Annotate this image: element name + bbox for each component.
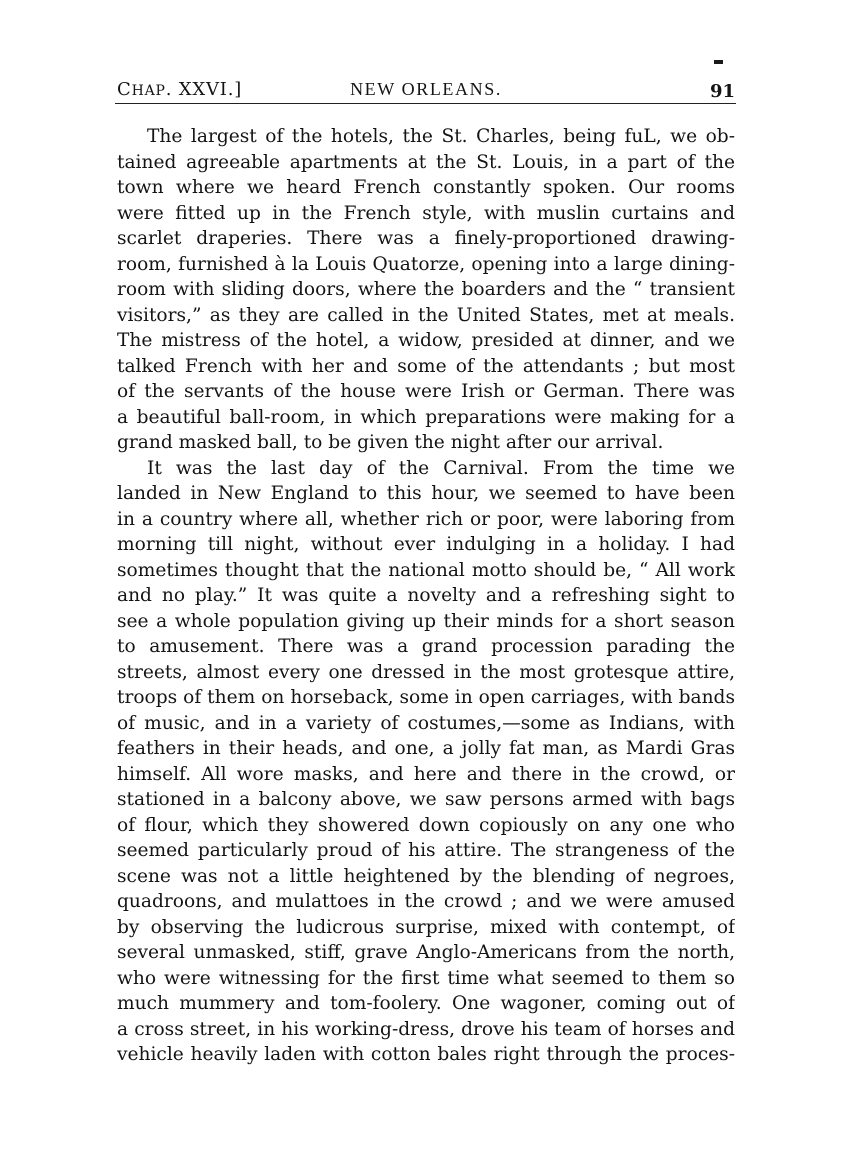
header-rule	[115, 103, 736, 104]
text-line: stationed in a balcony above, we saw persons armed with bags	[117, 789, 735, 810]
text-line: himself. All wore masks, and here and there in the crowd, or	[117, 763, 735, 785]
text-line: grand masked ball, to be given the night after our arrival.	[117, 432, 664, 453]
text-line: seemed particularly proud of his attire. The strangeness of the	[117, 840, 735, 861]
text-line: much mummery and tom-foolery. One wagoner, coming out of	[117, 993, 735, 1014]
text-line: vehicle heavily laden with cotton bales right through the proces-	[117, 1044, 735, 1065]
text-line: scene was not a little heightened by the blending of negroes,	[117, 865, 735, 887]
text-line: of flour, which they showered down copiously on any one who	[117, 814, 735, 836]
text-line: of the servants of the house were Irish or German. There was	[117, 381, 735, 402]
running-title: NEW ORLEANS.	[350, 79, 502, 99]
text-line: quadroons, and mulattoes in the crowd ; and we were amused	[117, 891, 735, 912]
text-line: The largest of the hotels, the St. Charles, being fuL, we ob-	[147, 126, 735, 147]
text-line: room with sliding doors, where the boarders and the “ transient	[117, 279, 735, 300]
text-line: sometimes thought that the national motto should be, “ All work	[117, 559, 735, 581]
chapter-prefix: C	[117, 79, 132, 100]
text-line: a beautiful ball-room, in which preparations were making for a	[117, 406, 735, 428]
text-line: several unmasked, stiff, grave Anglo-Americans from the north,	[117, 942, 735, 963]
text-line: landed in New England to this hour, we seemed to have been	[117, 483, 735, 504]
text-line: town where we heard French constantly spoken. Our rooms	[117, 177, 735, 198]
text-line: to amusement. There was a grand procession parading the	[117, 636, 735, 657]
text-line: by observing the ludicrous surprise, mixed with contempt, of	[117, 916, 735, 938]
printer-mark	[714, 60, 723, 64]
text-line: talked French with her and some of the attendants ; but most	[117, 355, 735, 377]
text-line: tained agreeable apartments at the St. Louis, in a part of the	[117, 151, 735, 173]
text-line: morning till night, without ever indulging in a holiday. I had	[117, 534, 735, 555]
text-line: It was the last day of the Carnival. From the time we	[147, 457, 735, 479]
text-line: troops of them on horseback, some in open carriages, with bands	[117, 687, 735, 708]
text-line: who were witnessing for the first time what seemed to them so	[117, 967, 735, 989]
text-line: and no play.” It was quite a novelty and a refreshing sight to	[117, 585, 735, 606]
page-number: 91	[709, 81, 735, 102]
text-line: of music, and in a variety of costumes,—some as Indians, with	[117, 712, 735, 734]
text-line: see a whole population giving up their minds for a short season	[117, 610, 735, 632]
chapter-smallcaps: HAP	[131, 83, 166, 99]
text-line: feathers in their heads, and one, a jolly fat man, as Mardi Gras	[117, 738, 735, 759]
text-line: The mistress of the hotel, a widow, presided at dinner, and we	[117, 330, 735, 351]
text-line: scarlet draperies. There was a finely-proportioned drawing-	[117, 228, 735, 249]
text-line: streets, almost every one dressed in the most grotesque attire,	[117, 661, 735, 683]
text-line: visitors,” as they are called in the United States, met at meals.	[117, 304, 735, 326]
running-head	[117, 79, 735, 103]
chapter-number: . XXVI.]	[165, 79, 243, 100]
body-text	[117, 124, 735, 1068]
text-line: were fitted up in the French style, with muslin curtains and	[117, 202, 735, 224]
text-line: a cross street, in his working-dress, drove his team of horses and	[117, 1018, 735, 1040]
text-line: room, furnished à la Louis Quatorze, opening into a large dining-	[117, 253, 735, 275]
text-line: in a country where all, whether rich or poor, were laboring from	[117, 508, 735, 530]
